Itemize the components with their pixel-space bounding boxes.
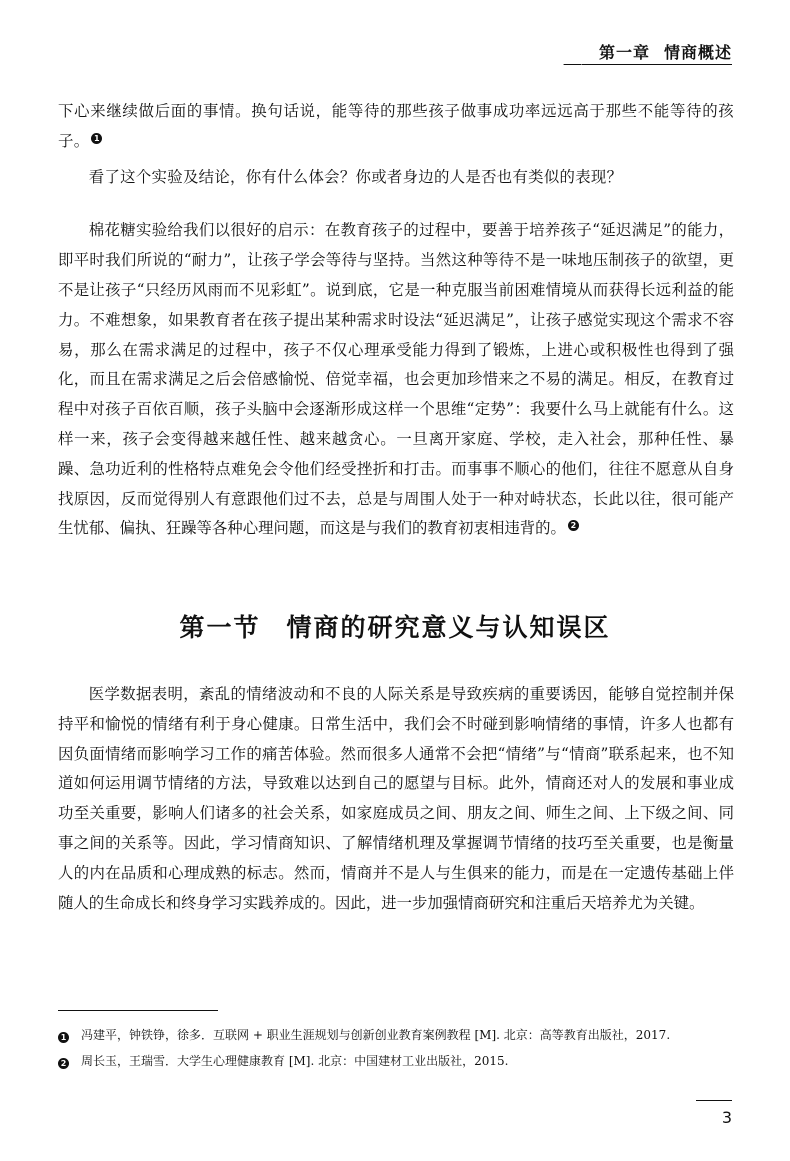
paragraph-text: 下心来继续做后面的事情。换句话说，能等待的那些孩子做事成功率远远高于那些不能等待的孩子。	[58, 102, 734, 150]
running-header	[599, 40, 732, 63]
paragraph-medical: 医学数据表明，紊乱的情绪波动和不良的人际关系是导致疾病的重要诱因，能够自觉控制并保持平和愉悦的情绪有利于身心健康。日常生活中，我们会不时碰到影响情绪的事情，许多人也都有因负面情绪而影响学习工作的痛苦体验。然而很多人通常不会把“情绪”与“情商”联系起来，也不知道如何运用调节情绪的方法，导致难以达到自己的愿望与目标。此外，情商还对人的发展和事业成功至关重要，影响人们诸多的社会关系，如家庭成员之间、朋友之间、师生之间、上下级之间、同事之间的关系等。因此，学习情商知识、了解情绪机理及掌握调节情绪的技巧至关重要，也是衡量人的内在品质和心理成熟的标志。然而，情商并不是人与生俱来的能力，而是在一定遗传基础上伴随人的生命成长和终身学习实践养成的。因此，进一步加强情商研究和注重后天培养尤为关键。	[58, 685, 734, 912]
chapter-number: 第一章	[598, 43, 650, 62]
section-title: 情商的研究意义与认知误区	[286, 613, 611, 642]
footnote-ref-2[interactable]: 2	[568, 520, 579, 531]
footnote-mark: 2	[58, 1058, 69, 1069]
page-number: 3	[721, 1108, 732, 1127]
footnote-rule	[58, 1010, 218, 1011]
body-text-bottom	[58, 680, 734, 918]
paragraph-marshmallow	[58, 216, 734, 544]
paragraph-text: 棉花糖实验给我们以很好的启示：在教育孩子的过程中，要善于培养孩子“延迟满足”的能力，即平时我们所说的“耐力”，让孩子学会等待与坚持。当然这种等待不是一味地压制孩子的欲望，更不是让孩子“只经历风雨而不见彩虹”。说到底，它是一种克服当前困难情境从而获得长远利益的能力。不难想象，如果教育者在孩子提出某种需求时设法“延迟满足”，让孩子感觉实现这个需求不容易，那么在需求满足的过程中，孩子不仅心理承受能力得到了锻炼，上进心或积极性也得到了强化，而且在需求满足之后会倍感愉悦、倍觉幸福，也会更加珍惜来之不易的满足。相反，在教育过程中对孩子百依百顺，孩子头脑中会逐渐形成这样一个思维“定势”：我要什么马上就能有什么。这样一来，孩子会变得越来越任性、越来越贪心。一旦离开家庭、学校，走入社会，那种任性、暴躁、急功近利的性格特点难免会令他们经受挫折和打击。而事事不顺心的他们，往往不愿意从自身找原因，反而觉得别人有意跟他们过不去，总是与周围人处于一种对峙状态，长此以往，很可能产生忧郁、偏执、狂躁等各种心理问题，而这是与我们的教育初衷相违背的。	[58, 221, 734, 538]
footnote-text: 周长玉，王瑞雪．大学生心理健康教育 [M]. 北京：中国建材工业出版社，2015.	[81, 1054, 509, 1068]
reflection-question: 看了这个实验及结论，你有什么体会？你或者身边的人是否也有类似的表现？	[88, 167, 623, 186]
footnotes	[58, 1022, 748, 1074]
footnote-mark: 1	[58, 1032, 69, 1043]
footnote-2	[58, 1048, 748, 1074]
section-heading	[0, 608, 790, 644]
footnote-1	[58, 1022, 748, 1048]
section-number: 第一节	[179, 613, 261, 642]
chapter-title: 情商概述	[663, 43, 732, 62]
paragraph-continuation	[58, 97, 734, 157]
body-text-top	[58, 97, 734, 544]
footnote-ref-1[interactable]: 1	[91, 133, 102, 144]
footnote-text: 冯建平，钟铁铮，徐多．互联网 + 职业生涯规划与创新创业教育案例教程 [M]. 北京：高等教育出版社，2017.	[81, 1028, 671, 1042]
header-hook-ornament	[553, 52, 582, 65]
header-rule	[582, 64, 732, 65]
page-number-rule	[696, 1100, 732, 1101]
